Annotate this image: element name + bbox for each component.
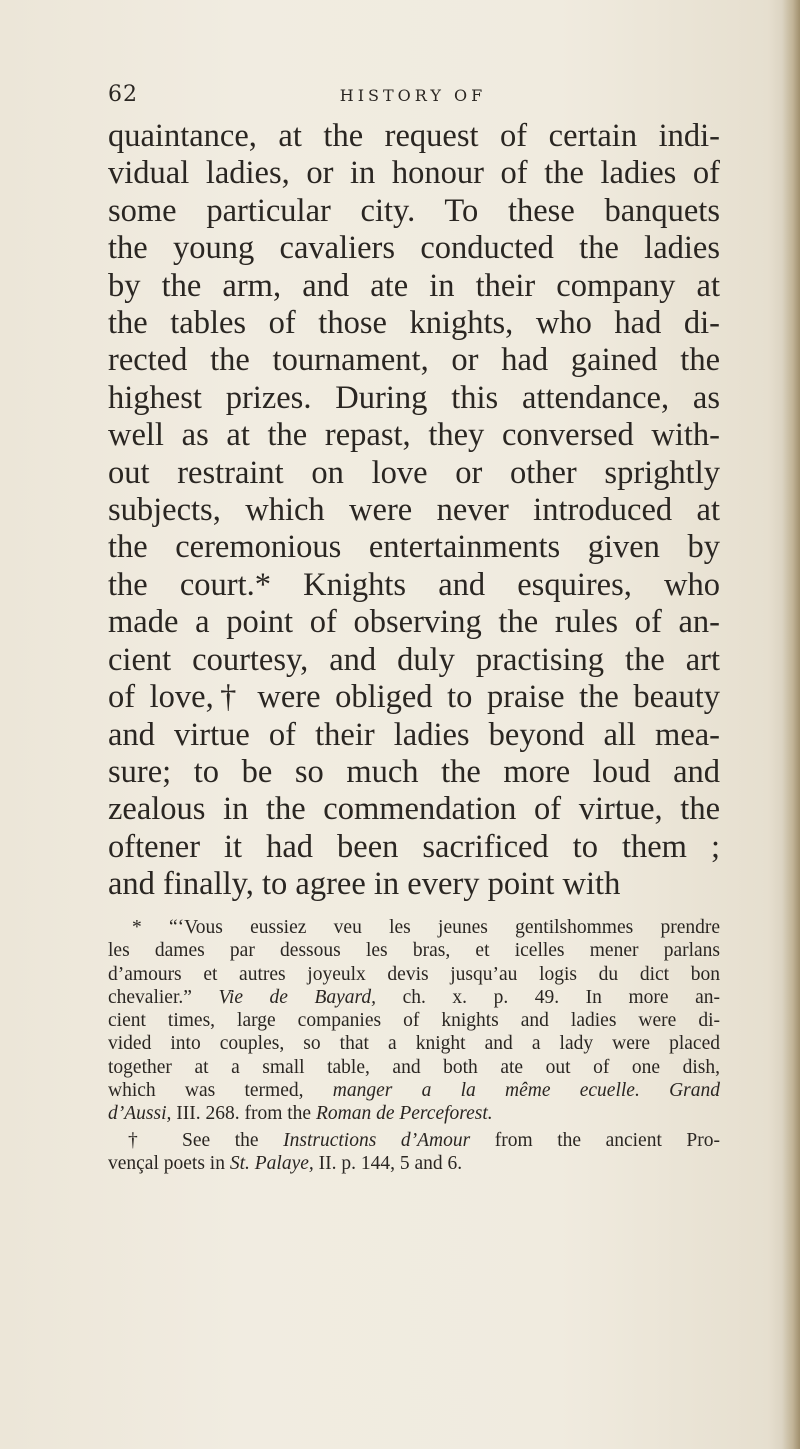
body-line: subjects, which were never introduced at (108, 492, 720, 529)
body-line: by the arm, and ate in their company at (108, 267, 720, 304)
footnote-citation: d’Aussi, (108, 1103, 172, 1125)
body-line: highest prizes. During this attendance, as (108, 379, 720, 416)
footnote-line: cient times, large companies of knights and ladies were di- (108, 1010, 720, 1032)
body-line: cient courtesy, and duly practising the art (108, 641, 720, 678)
page-header (108, 82, 718, 112)
body-line: of love,† were obliged to praise the beauty (108, 679, 720, 716)
page-number: 62 (108, 82, 138, 107)
running-head: HISTORY OF (339, 86, 487, 105)
footnote-line: les dames par dessous les bras, et icelles mener parlans (108, 940, 720, 962)
footnote-1 (108, 916, 720, 1126)
body-line: the court.* Knights and esquires, who (108, 566, 720, 603)
body-text (108, 118, 720, 904)
body-line: the tables of those knights, who had di- (108, 305, 720, 342)
body-line: and finally, to agree in every point with (108, 866, 621, 903)
body-line: made a point of observing the rules of an- (108, 604, 720, 641)
footnote-2 (108, 1129, 720, 1176)
body-line: well as at the repast, they conversed with- (108, 417, 720, 454)
body-line: out restraint on love or other sprightly (108, 454, 720, 491)
body-line: the young cavaliers conducted the ladies (108, 230, 720, 267)
body-line: some particular city. To these banquets (108, 192, 720, 229)
footnote-line: chevalier.” Vie de Bayard, ch. x. p. 49. In more an- (108, 986, 720, 1008)
footnote-line: together at a small table, and both ate out of one dish, (108, 1056, 720, 1078)
footnote-line: d’amours et autres joyeulx devis jusqu’au logis du dict bon (108, 963, 720, 985)
footnote-citation: manger a la même ecuelle. Grand (332, 1080, 720, 1102)
footnote-line: which was termed, manger a la même ecuelle. Grand (108, 1080, 720, 1102)
footnotes (108, 916, 720, 1175)
footnote-line: * “‘Vous eussiez veu les jeunes gentilshommes prendre (132, 917, 721, 938)
body-line: vidual ladies, or in honour of the ladies of (108, 155, 720, 192)
body-line: oftener it had been sacrificed to them ; (108, 828, 720, 865)
page-edge-shadow (782, 0, 800, 1449)
footnote-marker: † (128, 1129, 158, 1151)
body-line: zealous in the commendation of virtue, the (108, 791, 720, 828)
footnote-citation: St. Palaye, (229, 1152, 314, 1174)
footnote-line: † See the Instructions d’Amour from the ancient Pro- (128, 1129, 721, 1151)
footnote-line: vençal poets in St. Palaye, II. p. 144, 5 and 6. (108, 1152, 463, 1174)
body-line: sure; to be so much the more loud and (108, 753, 720, 790)
footnote-citation: Roman de Perceforest. (315, 1103, 493, 1125)
body-line: the ceremonious entertainments given by (108, 529, 720, 566)
footnote-citation: Instructions d’Amour (283, 1129, 471, 1151)
footnote-line: vided into couples, so that a knight and a lady were placed (108, 1033, 720, 1055)
body-line: quaintance, at the request of certain indi- (108, 118, 720, 154)
footnote-citation: Vie de Bayard, (218, 986, 377, 1008)
body-line: rected the tournament, or had gained the (108, 342, 720, 379)
footnote-line: d’Aussi, III. 268. from the Roman de Perceforest. (108, 1103, 493, 1125)
body-line: and virtue of their ladies beyond all mea- (108, 716, 720, 753)
footnote-marker: * (132, 917, 142, 938)
